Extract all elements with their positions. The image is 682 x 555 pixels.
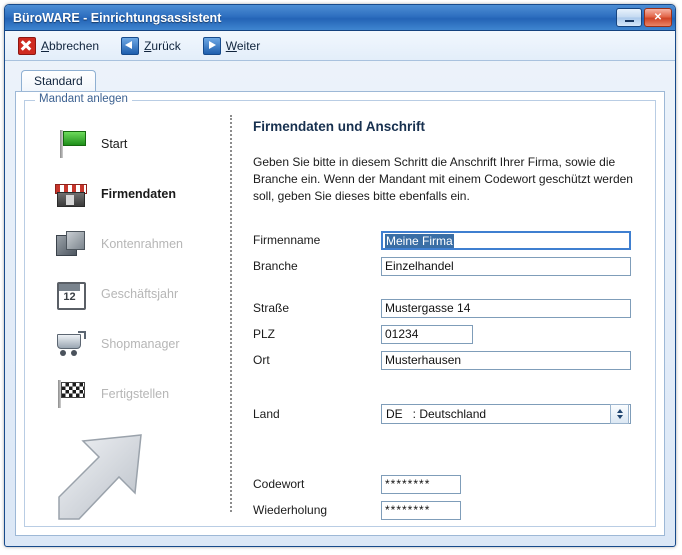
firmenname-label: Firmenname — [253, 233, 321, 247]
intro-text: Geben Sie bitte in diesem Schritt die Anschrift Ihrer Firma, sowie die Branche ein. Wenn der Mandant mit einem Codewort geschützt werden soll, geben Sie dieses bitte ebenfalls ein. — [253, 155, 633, 203]
cancel-button[interactable] — [15, 35, 102, 57]
shop-icon — [53, 178, 87, 210]
plz-input[interactable]: 01234 — [381, 325, 473, 344]
green-flag-icon — [53, 128, 87, 160]
calendar-day: 12 — [63, 291, 76, 303]
wizard-window — [4, 4, 676, 547]
step-geschaeftsjahr[interactable] — [47, 269, 217, 319]
row-firmenname — [253, 229, 639, 251]
step-firmendaten-label: Firmendaten — [101, 187, 177, 201]
cancel-label: Abbrechen — [41, 38, 100, 53]
land-select[interactable] — [381, 404, 631, 424]
wiederholung-label: Wiederholung — [253, 503, 328, 517]
step-geschaeftsjahr-label: Geschäftsjahr — [101, 287, 179, 301]
land-value: DE : Deutschland — [386, 407, 487, 421]
minimize-icon — [625, 20, 634, 22]
row-plz — [253, 323, 639, 345]
row-wiederholung — [253, 499, 639, 521]
tab-standard[interactable]: Standard — [21, 70, 96, 92]
window-buttons — [616, 8, 672, 27]
step-shopmanager[interactable] — [47, 319, 217, 369]
strasse-label: Straße — [253, 301, 290, 315]
section-divider — [230, 115, 232, 512]
form-content — [253, 119, 639, 525]
step-shopmanager-label: Shopmanager — [101, 337, 180, 351]
step-fertigstellen[interactable] — [47, 369, 217, 419]
next-button[interactable] — [200, 35, 263, 57]
plz-label: PLZ — [253, 327, 276, 341]
tab-strip — [15, 69, 665, 91]
page-title: Firmendaten und Anschrift — [253, 119, 426, 134]
title-bar — [5, 5, 675, 31]
branche-input[interactable]: Einzelhandel — [381, 257, 631, 276]
firmenname-input[interactable] — [381, 231, 631, 250]
arrow-graphic-icon — [53, 423, 163, 533]
arrow-left-icon — [121, 37, 139, 55]
row-codewort — [253, 473, 639, 495]
ort-input[interactable]: Musterhausen — [381, 351, 631, 370]
step-start-label: Start — [101, 137, 128, 151]
toolbar — [5, 31, 675, 61]
checkered-flag-icon — [53, 378, 87, 410]
cube-icon — [53, 228, 87, 260]
group-title: Mandant anlegen — [35, 93, 132, 105]
step-fertigstellen-label: Fertigstellen — [101, 387, 170, 401]
codewort-input[interactable]: ******** — [381, 475, 461, 494]
cart-icon — [53, 328, 87, 360]
land-spinner-icon[interactable] — [610, 404, 629, 424]
calendar-icon — [53, 278, 87, 310]
land-label: Land — [253, 407, 280, 421]
branche-label: Branche — [253, 259, 298, 273]
window-body — [5, 61, 675, 546]
step-list — [47, 119, 217, 419]
codewort-label: Codewort — [253, 477, 305, 491]
arrow-right-icon — [203, 37, 221, 55]
step-kontenrahmen-label: Kontenrahmen — [101, 237, 184, 251]
strasse-input[interactable]: Mustergasse 14 — [381, 299, 631, 318]
ort-label: Ort — [253, 353, 270, 367]
step-firmendaten[interactable] — [47, 169, 217, 219]
step-kontenrahmen[interactable] — [47, 219, 217, 269]
next-label: Weiter — [225, 38, 261, 53]
back-label: Zurück — [144, 38, 181, 53]
row-ort — [253, 349, 639, 371]
row-branche — [253, 255, 639, 277]
cancel-icon — [18, 37, 36, 55]
back-button[interactable] — [118, 35, 184, 57]
wiederholung-input[interactable]: ******** — [381, 501, 461, 520]
row-strasse — [253, 297, 639, 319]
window-title: BüroWARE - Einrichtungsassistent — [13, 10, 222, 25]
step-start[interactable] — [47, 119, 217, 169]
row-land — [253, 403, 639, 425]
firmenname-value: Meine Firma — [386, 233, 453, 248]
minimize-button[interactable] — [616, 8, 642, 27]
group-mandant-anlegen — [24, 93, 656, 527]
wizard-panel — [15, 91, 665, 536]
close-button[interactable]: ✕ — [644, 8, 672, 27]
